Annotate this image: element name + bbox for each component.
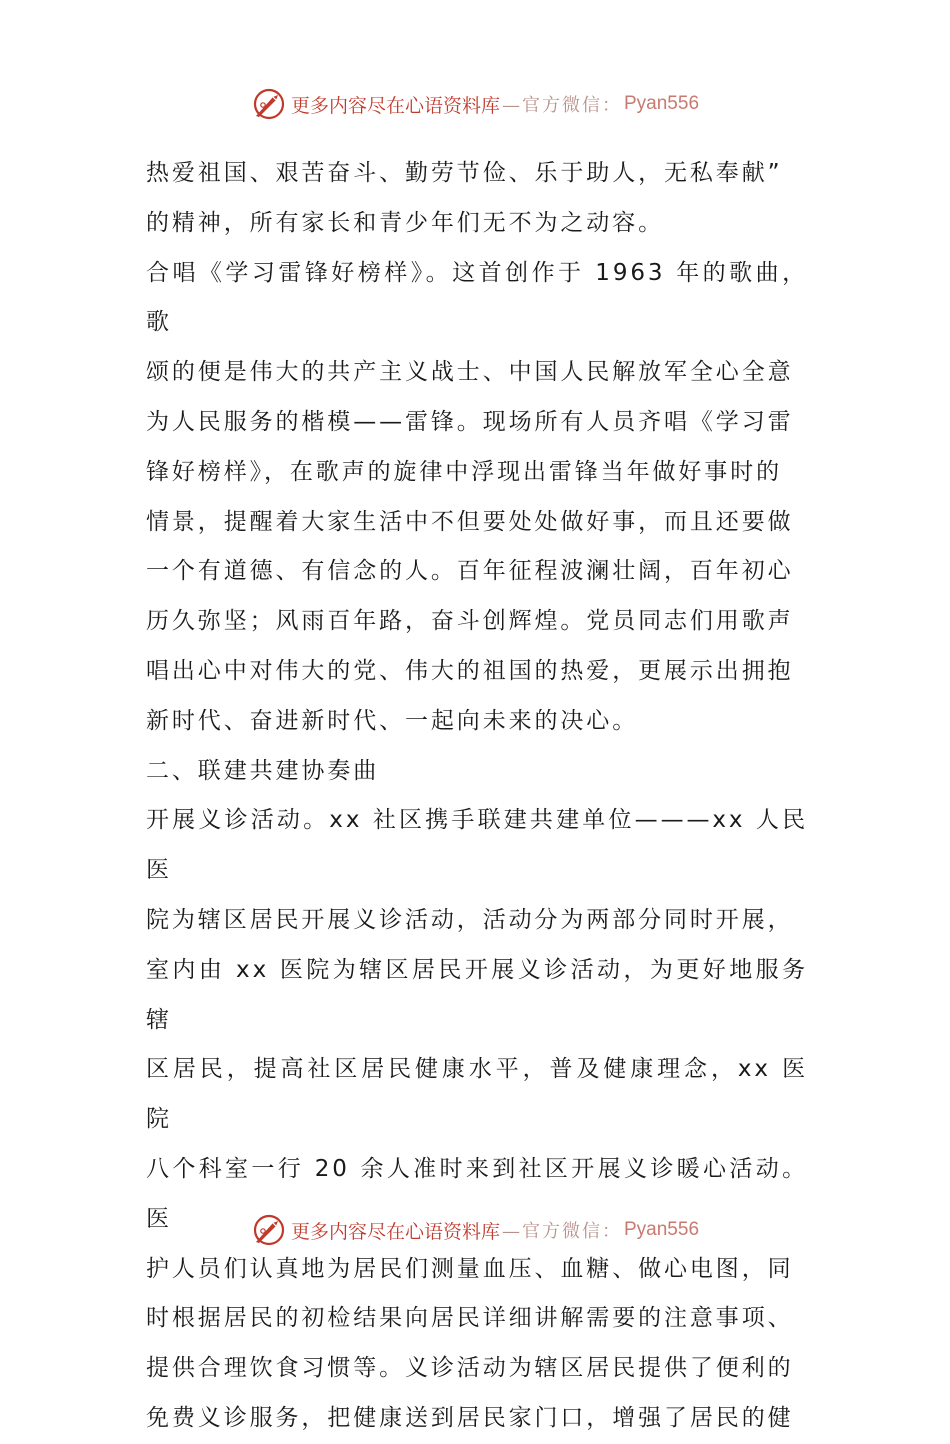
text-line: 合唱《学习雷锋好榜样》。这首创作于 1963 年的歌曲，歌 xyxy=(146,259,808,336)
text-line: 颂的便是伟大的共产主义战士、中国人民解放军全心全意 xyxy=(146,359,794,386)
text-line: 提供合理饮食习惯等。义诊活动为辖区居民提供了便利的 xyxy=(146,1355,794,1382)
text-line: 情景，提醒着大家生活中不但要处处做好事，而且还要做 xyxy=(146,508,794,535)
site-name-text: 更多内容尽在心语资料库 xyxy=(290,94,500,117)
text-line: 开展义诊活动。xx 社区携手联建共建单位———xx 人民医 xyxy=(146,807,808,884)
text-line: 新时代、奋进新时代、一起向未来的决心。 xyxy=(146,707,639,734)
official-account-label: —官方微信： xyxy=(502,1221,622,1242)
official-account-label: —官方微信： xyxy=(502,95,622,116)
text-line: 热爱祖国、艰苦奋斗、勤劳节俭、乐于助人，无私奉献” xyxy=(146,160,783,186)
text-line: 室内由 xx 医院为辖区居民开展义诊活动，为更好地服务辖 xyxy=(146,956,808,1033)
section-heading: 二、联建共建协奏曲 xyxy=(146,757,380,784)
pen-nib-circle-icon xyxy=(251,1212,287,1248)
text-line: 八个科室一行 20 余人准时来到社区开展义诊暖心活动。医 xyxy=(146,1155,808,1232)
text-line: 区居民，提高社区居民健康水平，普及健康理念，xx 医院 xyxy=(146,1056,808,1133)
text-line: 一个有道德、有信念的人。百年征程波澜壮阔，百年初心 xyxy=(146,558,794,585)
site-name-text: 更多内容尽在心语资料库 xyxy=(290,1220,500,1243)
pen-nib-circle-icon xyxy=(251,86,287,122)
text-line: 时根据居民的初检结果向居民详细讲解需要的注意事项、 xyxy=(146,1305,794,1332)
wechat-id-text: Pyan556 xyxy=(624,93,700,114)
footer-banner xyxy=(0,1210,950,1250)
header-banner xyxy=(0,84,950,124)
text-line: 的精神，所有家长和青少年们无不为之动容。 xyxy=(146,209,664,236)
text-line: 历久弥坚；风雨百年路，奋斗创辉煌。党员同志们用歌声 xyxy=(146,608,794,635)
text-line: 院为辖区居民开展义诊活动，活动分为两部分同时开展， xyxy=(146,906,794,933)
text-line: 免费义诊服务，把健康送到居民家门口，增强了居民的健 xyxy=(146,1404,794,1431)
text-line: 为人民服务的楷模——雷锋。现场所有人员齐唱《学习雷 xyxy=(146,408,794,435)
wechat-id-text: Pyan556 xyxy=(624,1219,700,1240)
text-line: 锋好榜样》，在歌声的旋律中浮现出雷锋当年做好事时的 xyxy=(146,458,782,485)
text-line: 护人员们认真地为居民们测量血压、血糖、做心电图，同 xyxy=(146,1255,794,1282)
text-line: 唱出心中对伟大的党、伟大的祖国的热爱，更展示出拥抱 xyxy=(146,657,794,684)
